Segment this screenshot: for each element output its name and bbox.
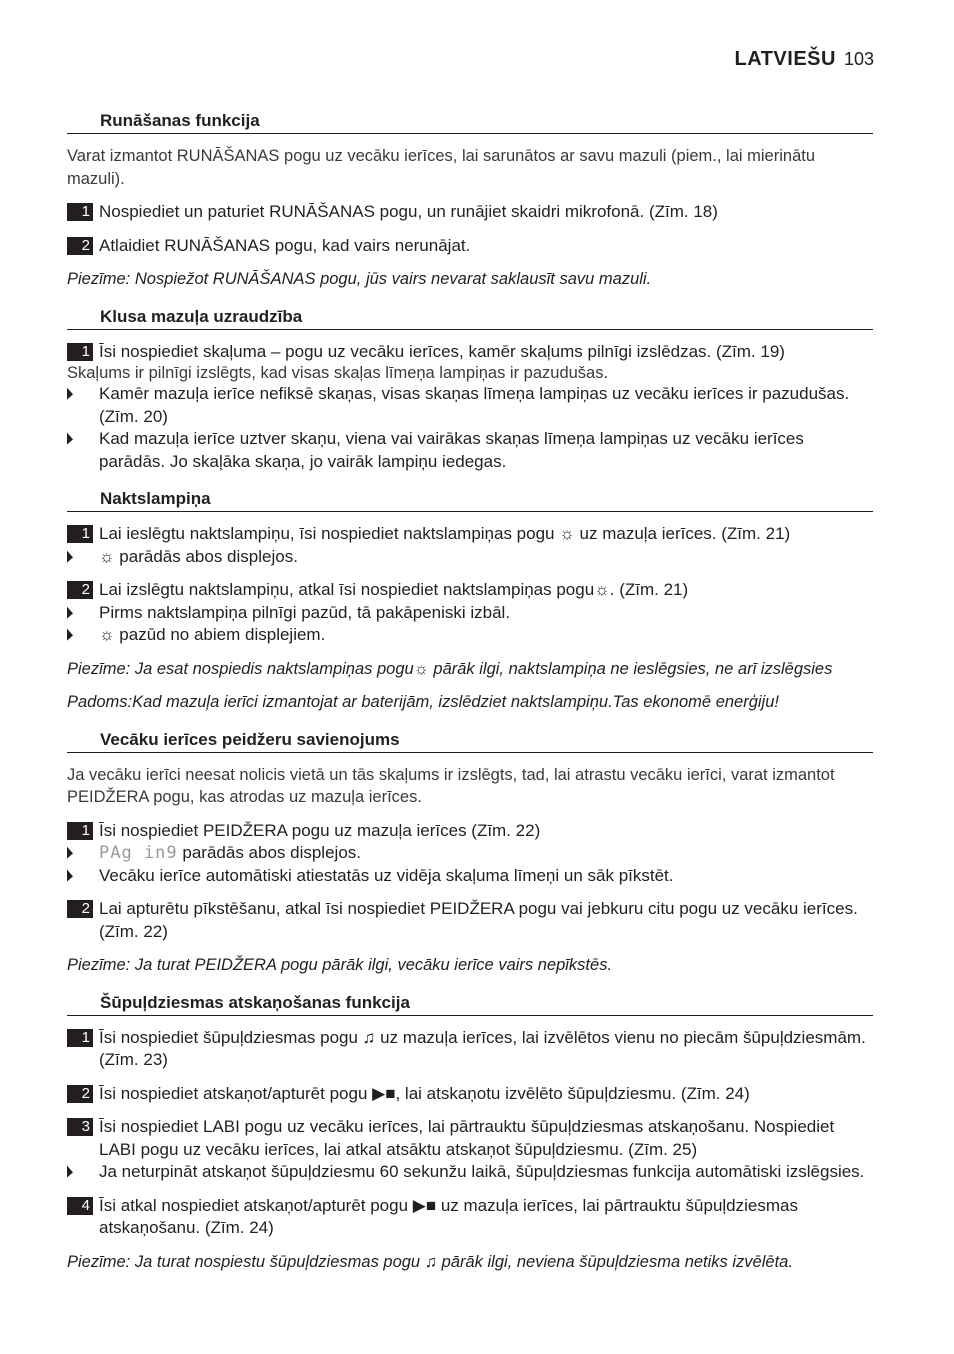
step-number: 1 <box>67 1029 93 1047</box>
step-text: Īsi nospiediet skaļuma – pogu uz vecāku ierīces, kamēr skaļums pilnīgi izslēdzas. (Zīm. 19) <box>99 341 785 361</box>
talk-intro: Varat izmantot RUNĀŠANAS pogu uz vecāku ierīces, lai sarunātos ar savu mazuli (piem., lai mierinātu mazuli). <box>67 147 816 188</box>
talk-note: Piezīme: Nospiežot RUNĀŠANAS pogu, jūs vairs nevarat saklausīt savu mazuli. <box>67 270 652 288</box>
language-label: LATVIEŠU <box>734 48 836 70</box>
silent-bullet-1 <box>67 383 873 428</box>
bullet-arrow-icon <box>67 629 73 642</box>
step-number: 2 <box>67 900 93 918</box>
lcd-paging-text: PAg in9 <box>99 843 178 863</box>
nightlight-step-1-bullet <box>67 546 873 569</box>
manual-content <box>67 106 873 1273</box>
step-number: 2 <box>67 237 93 255</box>
step-text: Lai apturētu pīkstēšanu, atkal īsi nospiediet PEIDŽERA pogu vai jebkuru citu pogu uz vecāku ierīces. (Zīm. 22) <box>99 899 858 941</box>
nightlight-step-2-bullet-2 <box>67 624 873 647</box>
step-number: 1 <box>67 203 93 221</box>
bullet-text: Vecāku ierīce automātiski atiestatās uz vidēja skaļuma līmeņi un sāk pīkstēt. <box>99 865 674 885</box>
step-text: Atlaidiet RUNĀŠANAS pogu, kad vairs nerunājat. <box>99 235 471 255</box>
pager-note: Piezīme: Ja turat PEIDŽERA pogu pārāk ilgi, vecāku ierīce vairs nepīkstēs. <box>67 956 613 974</box>
pager-intro: Ja vecāku ierīci neesat nolicis vietā un tās skaļums ir izslēgts, tad, lai atrastu vecāku ierīci, varat izmantot PEIDŽERA pogu, kas atrodas uz mazuļa ierīces. <box>67 765 835 806</box>
lullaby-note: Piezīme: Ja turat nospiestu šūpuļdziesmas pogu ♫ pārāk ilgi, neviena šūpuļdziesma netiks izvēlēta. <box>67 1252 793 1271</box>
section-title-silent: Klusa mazuļa uzraudzība <box>67 306 873 330</box>
bullet-arrow-icon <box>67 388 73 401</box>
bullet-text: parādās abos displejos. <box>177 843 361 862</box>
bullet-arrow-icon <box>67 606 73 619</box>
pager-step-1-bullet-2 <box>67 865 873 888</box>
page-number: 103 <box>843 49 874 69</box>
bullet-text: ☼ pazūd no abiem displejiem. <box>99 625 326 644</box>
bullet-arrow-icon <box>67 550 73 563</box>
bullet-arrow-icon <box>67 1166 73 1179</box>
silent-step-1-sub: Skaļums ir pilnīgi izslēgts, kad visas skaļas līmeņa lampiņas ir pazudušas. <box>67 364 609 382</box>
step-number: 1 <box>67 343 93 361</box>
step-text: Īsi nospiediet šūpuļdziesmas pogu ♫ uz mazuļa ierīces, lai izvēlētos vienu no piecām šūpuļdziesmām. (Zīm. 23) <box>99 1027 866 1069</box>
step-text: Īsi atkal nospiediet atskaņot/apturēt pogu ▶■ uz mazuļa ierīces, lai pārtrauktu šūpuļdziesmas atskaņošanu. (Zīm. 24) <box>99 1195 798 1237</box>
pager-step-1-bullet-1 <box>67 842 873 865</box>
step-number: 2 <box>67 1085 93 1103</box>
step-text: Lai ieslēgtu naktslampiņu, īsi nospiediet naktslampiņas pogu ☼ uz mazuļa ierīces. (Zīm. 21) <box>99 524 791 543</box>
nightlight-note: Piezīme: Ja esat nospiedis naktslampiņas pogu☼ pārāk ilgi, naktslampiņa ne ieslēgsies, ne arī izslēgsies <box>67 659 833 678</box>
page-header <box>735 48 874 71</box>
nightlight-step-2-bullet-1 <box>67 602 873 625</box>
step-text: Īsi nospiediet PEIDŽERA pogu uz mazuļa ierīces (Zīm. 22) <box>99 820 541 840</box>
bullet-text: Pirms naktslampiņa pilnīgi pazūd, tā pakāpeniski izbāl. <box>99 602 511 622</box>
bullet-text: Ja neturpināt atskaņot šūpuļdziesmu 60 sekunžu laikā, šūpuļdziesmas funkcija automātiski izslēgsies. <box>99 1162 865 1181</box>
lullaby-step-3 <box>67 1116 873 1161</box>
pager-step-2 <box>67 898 873 943</box>
pager-step-1 <box>67 820 873 843</box>
step-number: 1 <box>67 525 93 543</box>
step-text: Nospiediet un paturiet RUNĀŠANAS pogu, un runājiet skaidri mikrofonā. (Zīm. 18) <box>99 202 718 221</box>
bullet-text: Kamēr mazuļa ierīce nefiksē skaņas, visas skaņas līmeņa lampiņas uz vecāku ierīces ir pazudušas. (Zīm. 20) <box>99 384 850 426</box>
step-number: 2 <box>67 581 93 599</box>
nightlight-tip: Padoms:Kad mazuļa ierīci izmantojat ar baterijām, izslēdziet naktslampiņu.Tas ekonomē enerģiju! <box>67 693 779 711</box>
nightlight-step-1 <box>67 523 873 546</box>
talk-step-2 <box>67 235 873 258</box>
step-text: Īsi nospiediet atskaņot/apturēt pogu ▶■, lai atskaņotu izvēlēto šūpuļdziesmu. (Zīm. 24) <box>99 1083 750 1103</box>
lullaby-step-1 <box>67 1027 873 1072</box>
step-number: 3 <box>67 1118 93 1136</box>
lullaby-step-2 <box>67 1083 873 1106</box>
lullaby-step-4 <box>67 1195 873 1240</box>
section-title-nightlight: Naktslampiņa <box>67 488 873 512</box>
talk-step-1 <box>67 201 873 224</box>
step-text: Lai izslēgtu naktslampiņu, atkal īsi nospiediet naktslampiņas pogu☼. (Zīm. 21) <box>99 580 689 599</box>
bullet-arrow-icon <box>67 847 73 860</box>
bullet-arrow-icon <box>67 869 73 882</box>
section-title-lullaby: Šūpuļdziesmas atskaņošanas funkcija <box>67 992 873 1016</box>
step-text: Īsi nospiediet LABI pogu uz vecāku ierīces, lai pārtrauktu šūpuļdziesmas atskaņošanu. Nospiediet LABI pogu uz vecāku ierīces, lai atkal atsāktu atskaņot šūpuļdziesmu. (Zīm. 25) <box>99 1117 835 1159</box>
lullaby-step-3-bullet <box>67 1161 873 1184</box>
bullet-arrow-icon <box>67 433 73 446</box>
step-number: 4 <box>67 1197 93 1215</box>
nightlight-step-2 <box>67 579 873 602</box>
silent-step-1 <box>67 341 873 364</box>
bullet-text: Kad mazuļa ierīce uztver skaņu, viena vai vairākas skaņas līmeņa lampiņas uz vecāku ierīces parādās. Jo skaļāka skaņa, jo vairāk lampiņu iedegas. <box>99 429 804 471</box>
silent-bullet-2 <box>67 428 873 473</box>
step-number: 1 <box>67 822 93 840</box>
section-title-talk: Runāšanas funkcija <box>67 110 873 134</box>
section-title-pager: Vecāku ierīces peidžeru savienojums <box>67 729 873 753</box>
bullet-text: ☼ parādās abos displejos. <box>99 546 298 566</box>
